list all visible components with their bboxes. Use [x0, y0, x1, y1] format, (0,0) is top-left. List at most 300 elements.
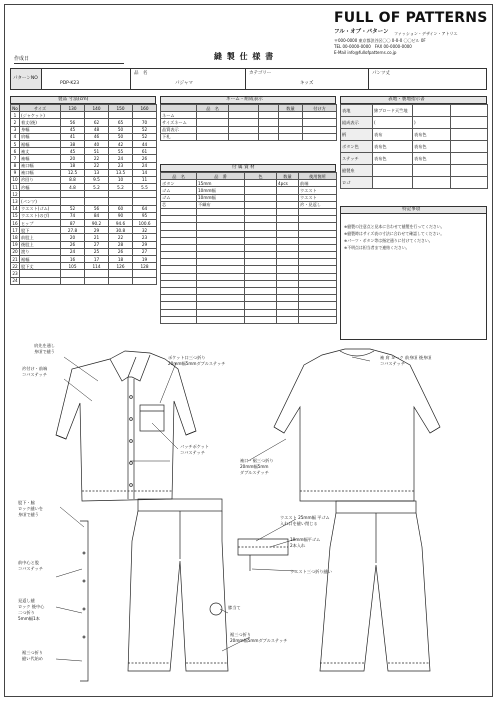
- accessories-header: 使用箇所: [299, 173, 337, 180]
- accessories-cell: [245, 309, 277, 316]
- special-title: 特記事項: [402, 207, 421, 212]
- accessories-cell: [299, 288, 337, 295]
- size-spec-row: [11, 169, 157, 176]
- note-pants-facing: 見返し縫 ロック 後中心 二つ折り 5mm幅1本: [18, 598, 45, 621]
- sewing-cell: 表布色: [373, 141, 413, 153]
- size-spec-name: 後股上: [20, 241, 61, 248]
- accessories-cell: [299, 230, 337, 237]
- size-spec-row: [11, 126, 157, 133]
- size-spec-name: [20, 191, 61, 198]
- size-spec-value: 42: [109, 140, 133, 147]
- size-spec-no: 13: [12, 199, 18, 205]
- note-pants-waist-elastic: ウエスト 25mm幅 平ゴム 入れ口を縫い閉じる: [280, 515, 330, 526]
- size-spec-value: 5.2: [85, 184, 109, 191]
- size-spec-name: 衿幅: [20, 184, 61, 191]
- size-spec-value: 128: [133, 263, 157, 270]
- accessories-row: [161, 280, 337, 287]
- sewing-cell: 柄: [341, 129, 373, 141]
- accessories-cell: [299, 216, 337, 223]
- accessories-cell: [277, 259, 299, 266]
- accessories-cell: [277, 280, 299, 287]
- size-spec-value: [85, 191, 109, 198]
- accessories-cell: [245, 201, 277, 208]
- accessories-header-row: [161, 173, 337, 180]
- accessories-cell: [245, 230, 277, 237]
- accessories-cell: [277, 187, 299, 194]
- size-spec-name: 裾幅: [20, 140, 61, 147]
- name-label-table: [160, 104, 337, 141]
- sewing-cell: [413, 165, 451, 177]
- form-title: 縫 製 仕 様 書: [214, 52, 275, 61]
- accessories-cell: ウエスト: [299, 187, 337, 194]
- accessories-cell: ボタン: [161, 180, 197, 187]
- sewing-cell: 表地: [341, 105, 373, 117]
- size-spec-row: [11, 205, 157, 212]
- sewing-cell: [451, 117, 488, 129]
- size-spec-value: 62: [85, 119, 109, 126]
- size-spec-no: 7: [11, 155, 20, 162]
- size-spec-value: 64: [133, 205, 157, 212]
- size-spec-value: 30.8: [109, 227, 133, 234]
- accessories-cell: [245, 244, 277, 251]
- size-spec-value: 28: [109, 241, 133, 248]
- size-divider: [368, 68, 369, 90]
- accessories-cell: [161, 259, 197, 266]
- sewing-cell: 表布色: [373, 153, 413, 165]
- accessories-cell: [299, 252, 337, 259]
- accessories-row: [161, 273, 337, 280]
- name-label-cell: [229, 133, 259, 140]
- name-label-cell: [303, 112, 337, 119]
- name-label-cell: [303, 119, 337, 126]
- accessories-cell: [277, 194, 299, 201]
- name-label-cell: [303, 133, 337, 140]
- sewing-row: [341, 165, 488, 177]
- size-spec-row: [11, 155, 157, 162]
- accessories-cell: 不織布: [197, 201, 245, 208]
- size-spec-value: 55: [109, 148, 133, 155]
- accessories-cell: [161, 280, 197, 287]
- size-spec-value: 126: [109, 263, 133, 270]
- size-spec-name: ヒップ: [20, 220, 61, 227]
- accessories-cell: [161, 309, 197, 316]
- accessories-title: 付 属 資 材: [232, 165, 255, 170]
- accessories-cell: [299, 302, 337, 309]
- accessories-cell: 芯: [161, 201, 197, 208]
- accessories-cell: [299, 316, 337, 323]
- accessories-cell: [197, 230, 245, 237]
- size-spec-value: 27: [85, 241, 109, 248]
- sewing-cell: 表布: [373, 129, 413, 141]
- accessories-cell: ゴム: [161, 194, 197, 201]
- sewing-row: [341, 105, 488, 117]
- size-spec-value: 95: [133, 212, 157, 219]
- size-spec-value: [133, 191, 157, 198]
- size-spec-row: [11, 133, 157, 140]
- sewing-cell: 表布色: [413, 129, 451, 141]
- accessories-cell: [299, 259, 337, 266]
- size-spec-value: 23: [109, 162, 133, 169]
- sewing-cell: [413, 105, 451, 117]
- size-spec-name: 裾幅: [20, 255, 61, 262]
- note-jacket-collar: 衿付け・前端 コバステッチ: [22, 366, 48, 377]
- size-spec-value: 20: [61, 155, 85, 162]
- accessories-cell: [245, 316, 277, 323]
- sewing-cell: (: [373, 117, 413, 129]
- name-label-cell: [259, 112, 279, 119]
- size-spec-value: 20: [61, 234, 85, 241]
- size-spec-name: 袖丈: [20, 148, 61, 155]
- size-spec-value: 44: [133, 140, 157, 147]
- size-spec-value: 8.8: [61, 176, 85, 183]
- pattern-no-label: パターンNO: [13, 76, 38, 81]
- size-spec-col-label: サイズ: [20, 105, 61, 112]
- name-label-header: 数量: [279, 105, 303, 112]
- size-spec-value: 52: [133, 126, 157, 133]
- size-spec-value: 40: [85, 140, 109, 147]
- accessories-cell: [161, 216, 197, 223]
- size-spec-value: 18: [61, 162, 85, 169]
- sewing-cell: 表布色: [413, 153, 451, 165]
- size-spec-row: [11, 277, 157, 284]
- name-label-header: [259, 105, 279, 112]
- accessories-cell: 4pcs: [277, 180, 299, 187]
- name-label-header: 品 名: [197, 105, 229, 112]
- size-spec-value: 5.5: [133, 184, 157, 191]
- name-label-row: [161, 133, 337, 140]
- size-spec-value: 84: [85, 212, 109, 219]
- leader-lines: [56, 357, 370, 661]
- name-label-cell: [303, 126, 337, 133]
- size-spec-table: [10, 104, 157, 285]
- accessories-cell: [277, 201, 299, 208]
- size-spec-value: 100.6: [133, 220, 157, 227]
- size-spec-name: 肩幅: [20, 133, 61, 140]
- accessories-cell: [245, 208, 277, 215]
- date-label: 作成日: [14, 56, 30, 62]
- jacket-front-drawing: [56, 351, 196, 501]
- accessories-row: [161, 252, 337, 259]
- size-spec-value: [61, 270, 85, 277]
- accessories-cell: [277, 309, 299, 316]
- sewing-row: [341, 117, 488, 129]
- sewing-row: [341, 141, 488, 153]
- accessories-row: [161, 302, 337, 309]
- size-spec-no: 19: [12, 242, 18, 248]
- size-header: 150: [109, 105, 133, 112]
- accessories-table: [160, 172, 337, 324]
- size-spec-no: 4: [11, 133, 20, 140]
- size-spec-row: [11, 184, 157, 191]
- size-spec-value: 56: [85, 205, 109, 212]
- accessories-cell: [277, 252, 299, 259]
- size-spec-value: 56: [61, 119, 85, 126]
- note-back-seams: 袖 肩 ヨーク 前身頃 後身頃 コバステッチ: [380, 355, 432, 366]
- accessories-cell: [245, 187, 277, 194]
- sewing-row: [341, 153, 488, 165]
- special-line: ※不明点は担当者まで連絡ください。: [344, 245, 410, 250]
- size-spec-value: 27.8: [61, 227, 85, 234]
- size-header: 140: [85, 105, 109, 112]
- name-label-cell: 品質表示: [161, 126, 197, 133]
- note-pants-elastic: 10mm幅平ゴム 2本入れ: [290, 537, 321, 548]
- size-spec-no: 2: [11, 119, 20, 126]
- size-spec-value: 74: [61, 212, 85, 219]
- size-spec-no: 24: [12, 278, 18, 284]
- accessories-cell: 10mm幅: [197, 187, 245, 194]
- size-spec-value: 5.2: [109, 184, 133, 191]
- sewing-cell: [451, 153, 488, 165]
- accessories-cell: [197, 280, 245, 287]
- category-label: カテゴリー: [249, 71, 272, 76]
- size-spec-value: [61, 191, 85, 198]
- size-spec-value: 45: [61, 148, 85, 155]
- accessories-row: [161, 223, 337, 230]
- accessories-cell: [197, 302, 245, 309]
- name-label-cell: 下札: [161, 133, 197, 140]
- accessories-cell: [161, 302, 197, 309]
- accessories-cell: [161, 237, 197, 244]
- name-label-cell: [259, 126, 279, 133]
- size-spec-value: [85, 198, 109, 205]
- accessories-cell: 10mm幅: [197, 194, 245, 201]
- size-spec-value: 22: [85, 162, 109, 169]
- size-spec-value: 26: [61, 241, 85, 248]
- accessories-cell: [245, 223, 277, 230]
- accessories-cell: [197, 266, 245, 273]
- size-spec-value: 27: [133, 248, 157, 255]
- accessories-cell: [245, 295, 277, 302]
- size-spec-no: 11: [12, 184, 18, 190]
- accessories-cell: [277, 302, 299, 309]
- sewing-cell: [413, 177, 451, 189]
- accessories-cell: [245, 180, 277, 187]
- accessories-row: [161, 180, 337, 187]
- size-spec-value: 38: [61, 140, 85, 147]
- size-spec-value: [85, 270, 109, 277]
- accessories-cell: [161, 230, 197, 237]
- size-spec-name: [20, 270, 61, 277]
- garment-technical-drawing: [0, 341, 497, 701]
- size-spec-name: 渡り: [20, 248, 61, 255]
- accessories-header: 色: [245, 173, 277, 180]
- size-spec-value: 29: [85, 227, 109, 234]
- size-spec-row: [11, 255, 157, 262]
- size-spec-value: 25: [85, 248, 109, 255]
- accessories-cell: [277, 237, 299, 244]
- size-spec-value: 105: [61, 263, 85, 270]
- note-patch-pocket: パッチポケット コバステッチ: [180, 444, 210, 455]
- size-spec-row: [11, 220, 157, 227]
- size-spec-value: 114: [85, 263, 109, 270]
- accessories-cell: 前端: [299, 180, 337, 187]
- size-spec-value: 23: [133, 234, 157, 241]
- accessories-cell: [197, 237, 245, 244]
- size-spec-row: [11, 176, 157, 183]
- accessories-cell: [245, 259, 277, 266]
- accessories-cell: [277, 208, 299, 215]
- name-label-cell: [259, 133, 279, 140]
- accessories-cell: [277, 216, 299, 223]
- size-spec-value: [109, 198, 133, 205]
- accessories-row: [161, 237, 337, 244]
- name-label-row: [161, 126, 337, 133]
- category-divider: [245, 68, 246, 90]
- size-spec-value: 90.2: [85, 220, 109, 227]
- size-spec-value: 65: [109, 119, 133, 126]
- size-spec-value: 19: [133, 255, 157, 262]
- size-spec-name: ウエスト(のび): [20, 212, 61, 219]
- accessories-cell: [299, 309, 337, 316]
- size-spec-no: 1: [11, 112, 20, 119]
- size-spec-value: [109, 191, 133, 198]
- accessories-cell: [161, 295, 197, 302]
- sewing-cell: [373, 177, 413, 189]
- name-label-cell: [197, 126, 229, 133]
- accessories-cell: [299, 244, 337, 251]
- accessories-cell: [299, 237, 337, 244]
- sewing-table: [340, 104, 488, 189]
- size-spec-name: 股下丈: [20, 263, 61, 270]
- size-spec-name: 前股上: [20, 234, 61, 241]
- name-label-cell: [259, 119, 279, 126]
- size-spec-row: [11, 212, 157, 219]
- size-spec-no: 6: [11, 148, 20, 155]
- accessories-cell: [277, 273, 299, 280]
- size-spec-value: [61, 198, 85, 205]
- brand-logo: FULL OF PATTERNS: [334, 10, 488, 26]
- accessories-cell: [245, 237, 277, 244]
- accessories-cell: [245, 288, 277, 295]
- size-spec-no: 10: [12, 177, 18, 183]
- accessories-cell: [197, 216, 245, 223]
- note-pants-side: 股下・脇 ロック縫いを 身頃で縫う: [18, 500, 44, 517]
- size-spec-value: 22: [109, 234, 133, 241]
- size-spec-name: 身幅: [20, 126, 61, 133]
- accessories-cell: [245, 273, 277, 280]
- placket-side-detail: [80, 521, 88, 681]
- size-spec-value: 24: [61, 248, 85, 255]
- accessories-row: [161, 208, 337, 215]
- size-spec-value: 11: [133, 176, 157, 183]
- pattern-no-value: PDP-K23: [60, 81, 80, 86]
- accessories-cell: [299, 273, 337, 280]
- accessories-cell: [161, 223, 197, 230]
- size-spec-name: [20, 277, 61, 284]
- sewing-cell: ロゴ: [341, 177, 373, 189]
- pants-front-drawing: [128, 499, 228, 671]
- size-spec-value: 61: [133, 148, 157, 155]
- accessories-row: [161, 194, 337, 201]
- accessories-row: [161, 216, 337, 223]
- size-spec-row: [11, 234, 157, 241]
- size-spec-no: 20: [12, 249, 18, 255]
- size-spec-value: 46: [85, 133, 109, 140]
- size-spec-no: 18: [12, 234, 18, 240]
- accessories-cell: [161, 252, 197, 259]
- size-spec-value: 26: [109, 248, 133, 255]
- size-spec-name: 袖幅: [20, 155, 61, 162]
- size-spec-value: 32: [133, 227, 157, 234]
- accessories-cell: 衿・見返し: [299, 201, 337, 208]
- accessories-cell: [197, 295, 245, 302]
- accessories-cell: ゴム: [161, 187, 197, 194]
- size-spec-value: 14: [133, 169, 157, 176]
- accessories-row: [161, 266, 337, 273]
- accessories-row: [161, 244, 337, 251]
- category-value: キッズ: [300, 81, 314, 86]
- size-spec-value: 50: [109, 126, 133, 133]
- accessories-cell: [245, 280, 277, 287]
- brand-sub: フル・オブ・パターン: [334, 29, 389, 35]
- size-spec-no: 16: [12, 220, 18, 226]
- note-pants-hem: 裾三つ折り 20mm幅5mmダブルステッチ: [230, 632, 288, 643]
- size-spec-value: 12.5: [61, 169, 85, 176]
- size-spec-no-header: No: [12, 105, 18, 111]
- name-label-cell: [229, 112, 259, 119]
- size-spec-value: 52: [133, 133, 157, 140]
- size-spec-value: 10: [109, 176, 133, 183]
- pants-back-drawing: [320, 501, 430, 671]
- sewing-cell: [373, 165, 413, 177]
- size-spec-no: 3: [11, 126, 20, 133]
- note-pants-crotch: 前中心と股 コバステッチ: [18, 560, 44, 571]
- accessories-cell: [277, 223, 299, 230]
- sewing-cell: 縫製糸: [341, 165, 373, 177]
- accessories-cell: [299, 295, 337, 302]
- size-spec-value: 21: [85, 234, 109, 241]
- accessories-cell: [161, 273, 197, 280]
- jacket-back-drawing: [274, 349, 440, 501]
- size-spec-no: 14: [12, 206, 18, 212]
- size-spec-no: 23: [12, 270, 18, 276]
- accessories-cell: [197, 244, 245, 251]
- size-spec-value: [85, 112, 109, 119]
- size-spec-row: [11, 191, 157, 198]
- size-spec-no: 8: [11, 162, 20, 169]
- size-spec-value: 94.6: [109, 220, 133, 227]
- size-spec-name: (パンツ): [20, 198, 61, 205]
- size-spec-value: 50: [109, 133, 133, 140]
- accessories-header: 数量: [277, 173, 299, 180]
- size-spec-value: [109, 277, 133, 284]
- name-label-cell: [197, 119, 229, 126]
- size-spec-value: 18: [109, 255, 133, 262]
- name-label-header: 付け方: [303, 105, 337, 112]
- accessories-cell: [197, 252, 245, 259]
- size-spec-row: [11, 140, 157, 147]
- size-spec-no: 21: [12, 256, 18, 262]
- name-label-cell: [229, 119, 259, 126]
- size-spec-header-row: [11, 105, 157, 112]
- special-line: ※縫製時はサイズ表の寸法に合わせて確認してください。: [344, 231, 445, 236]
- name-label-cell: [279, 112, 303, 119]
- accessories-cell: [197, 223, 245, 230]
- size-spec-value: 70: [133, 119, 157, 126]
- name-label-cell: [279, 126, 303, 133]
- accessories-cell: [197, 316, 245, 323]
- size-spec-value: 24: [133, 162, 157, 169]
- size-spec-value: 45: [61, 126, 85, 133]
- accessories-cell: [161, 316, 197, 323]
- size-spec-value: 17: [85, 255, 109, 262]
- item-label: 品 名: [134, 71, 148, 76]
- size-spec-name: 衿回り: [20, 176, 61, 183]
- sewing-cell: 綿ブロード天竺地: [373, 105, 413, 117]
- size-spec-value: [133, 277, 157, 284]
- accessories-cell: [299, 266, 337, 273]
- size-header: 130: [61, 105, 85, 112]
